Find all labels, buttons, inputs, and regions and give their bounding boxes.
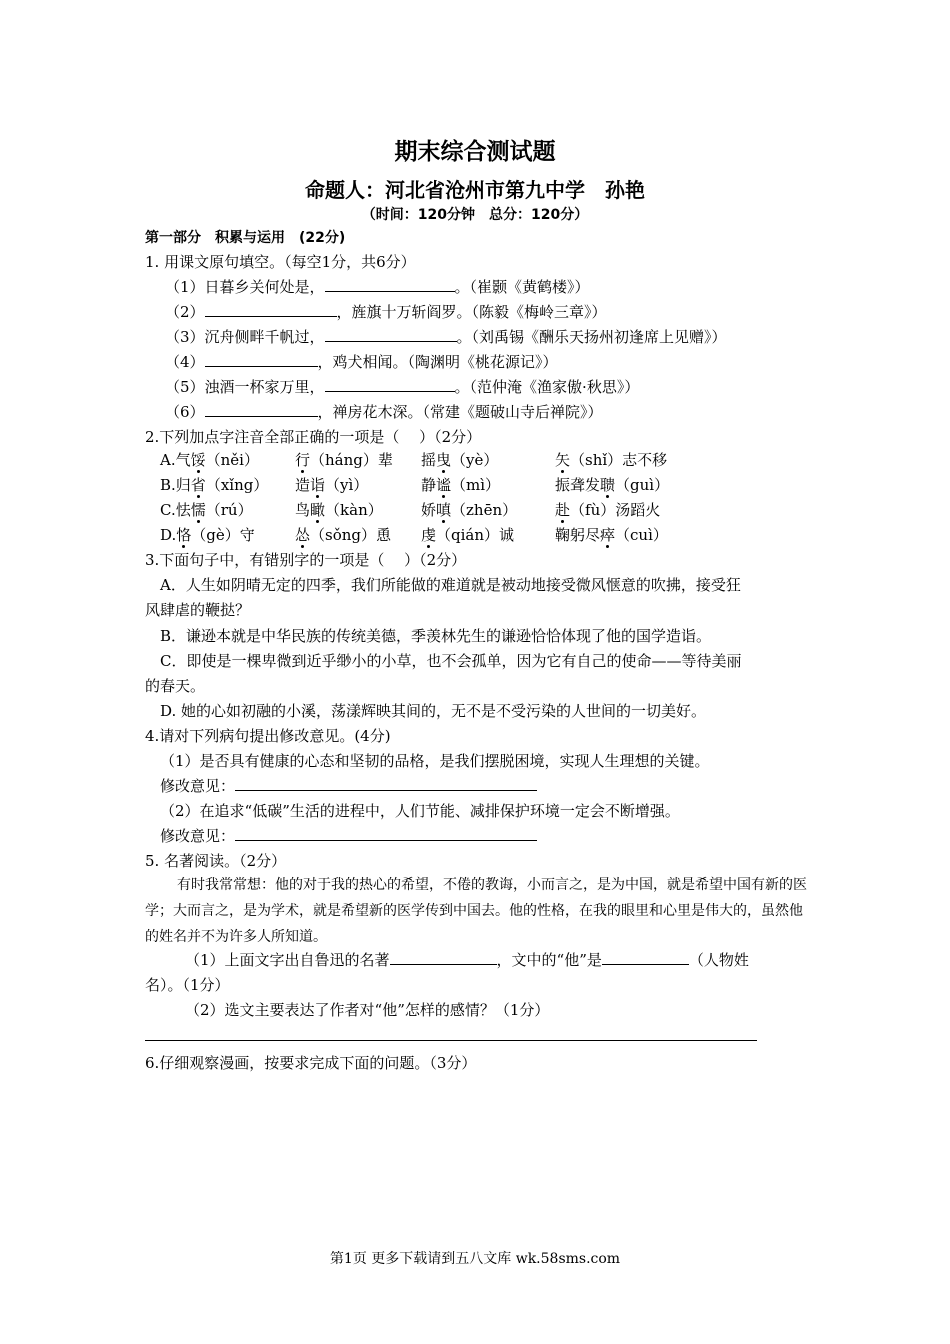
dotted-char: 虔 [421,526,437,544]
q3-option-c-cont: 的春天。 [145,677,206,695]
q2-d-3 [421,525,514,545]
q3-option-a-cont: 风肆虐的鞭挞？ [145,601,251,619]
pinyin: （fù）汤蹈火 [570,501,661,519]
q4-fix-2 [160,826,537,846]
q1-item-source: ，旌旗十万斩阎罗。（陈毅《梅岭三章》） [336,303,607,321]
q2-c-3 [421,500,517,520]
pinyin: （gè）守 [191,526,255,544]
q3-option-a: A．人生如阴晴无定的四季，我们所能做的难道就是被动地接受微风惬意的吹拂，接受狂 [160,576,741,594]
q2-a-3 [421,450,498,470]
q4-fix-1 [160,776,537,796]
option-text: 鸟 [295,501,311,519]
q2-b-2 [295,475,368,495]
exam-meta: （时间：120分钟 总分：120分） [361,207,589,223]
option-text: D. [160,526,177,544]
q1-item-source: ，禅房花木深。（常建《题破山寺后禅院》） [317,403,603,421]
pinyin: （sǒng）恿 [310,526,392,544]
q1-item-text: （6） [165,403,205,421]
q1-item-text: （1）日暮乡关何处是， [165,278,325,296]
q3-stem: 3.下面句子中，有错别字的一项是（ ）（2分） [145,551,467,569]
pinyin: （shǐ）志不移 [570,451,668,469]
q6-stem: 6.仔细观察漫画，按要求完成下面的问题。（3分） [145,1054,477,1072]
option-text: 造 [295,476,311,494]
q5-part-2: （2）选文主要表达了作者对“他”怎样的感情？（1分） [185,1001,550,1019]
q1-item-source: 。（崔颢《黄鹤楼》） [454,278,590,296]
pinyin: （rú） [205,501,253,519]
q5-text: ，文中的“他”是 [496,951,602,969]
q1-item-source: 。（刘禹锡《酬乐天扬州初逢席上见赠》） [456,328,727,346]
q3-option-c: C．即使是一棵卑微到近乎缈小的小草，也不会孤单，因为它有自己的使命——等待美丽 [160,652,742,670]
q2-b-1 [160,475,268,495]
option-text: 摇 [421,451,437,469]
dotted-char: 怂 [295,526,311,544]
q1-item-6 [165,402,603,422]
q1-stem: 1. 用课文原句填空。（每空1分，共6分） [145,253,416,271]
q5-quote: 有时我常常想：他的对于我的热心的希望，不倦的教诲，小而言之，是为中国，就是希望中国有新的医学；大而言之，是为学术，就是希望新的医学传到中国去。他的性格，在我的眼里和心里是伟大的，虽然他的姓名并不为许多人所知道。 [145,877,807,945]
answer-blank[interactable] [235,826,537,841]
dotted-char: 行 [295,451,311,469]
answer-blank[interactable] [325,277,455,292]
q5-part-1 [185,950,749,970]
q3-option-d: D. 她的心如初融的小溪，荡漾辉映其间的，无不是不受污染的人世间的一切美好。 [160,702,707,720]
option-text: A.气 [160,451,191,469]
dotted-char: 谧 [436,476,452,494]
answer-blank[interactable] [205,402,318,417]
q2-c-2 [295,500,383,520]
option-text: C.怯 [160,501,191,519]
q4-sentence-1: （1）是否具有健康的心态和坚韧的品格，是我们摆脱困境，实现人生理想的关键。 [160,752,710,770]
pinyin: （mì） [451,476,501,494]
q1-item-3 [165,327,727,347]
q5-text: （1）上面文字出自鲁迅的名著 [185,951,390,969]
option-text: 振聋发 [555,476,601,494]
q1-item-1 [165,277,590,297]
author-line: 命题人：河北省沧州市第九中学 孙艳 [305,178,645,202]
q2-stem: 2.下列加点字注音全部正确的一项是（ ）（2分） [145,428,482,446]
option-text: 鞠躬尽 [555,526,601,544]
answer-blank[interactable] [205,352,318,367]
answer-blank[interactable] [602,950,689,965]
option-text: B.归 [160,476,191,494]
pinyin: （zhēn） [451,501,518,519]
dotted-char: 懦 [190,501,206,519]
q1-item-5 [165,377,639,397]
answer-line[interactable] [145,1040,757,1041]
q5-stem: 5. 名著阅读。（2分） [145,852,287,870]
dotted-char: 诣 [310,476,326,494]
q4-sentence-2: （2）在追求“低碳”生活的进程中，人们节能、减排保护环境一定会不断增强。 [160,802,680,820]
pinyin: （yè） [451,451,499,469]
q5-part-1-cont: 名）。（1分） [145,976,230,994]
q2-b-4 [555,475,669,495]
answer-blank[interactable] [325,327,457,342]
q2-c-1 [160,500,253,520]
dotted-char: 聩 [600,476,616,494]
q1-item-text: （3）沉舟侧畔千帆过， [165,328,325,346]
answer-blank[interactable] [235,776,537,791]
dotted-char: 嗔 [436,501,452,519]
page-title: 期末综合测试题 [394,139,556,165]
dotted-char: 赴 [555,501,571,519]
part1-heading: 第一部分 积累与运用 (22分) [145,230,346,246]
q3-option-b: B．谦逊本就是中华民族的传统美德，季羡林先生的谦逊恰恰体现了他的国学造诣。 [160,627,712,645]
option-text: 静 [421,476,437,494]
pinyin: （xǐng） [205,476,269,494]
q2-a-4 [555,450,667,470]
fix-label: 修改意见： [160,777,236,795]
q5-text: （人物姓 [688,951,749,969]
pinyin: （qián）诚 [436,526,515,544]
answer-blank[interactable] [390,950,497,965]
option-text: 娇 [421,501,437,519]
q2-c-4 [555,500,660,520]
q1-item-2 [165,302,607,322]
q2-d-4 [555,525,668,545]
page-footer: 第1页 更多下载请到五八文库 wk.58sms.com [329,1251,621,1267]
dotted-char: 省 [190,476,206,494]
dotted-char: 瘁 [600,526,616,544]
pinyin: （cuì） [615,526,668,544]
q1-item-text: （4） [165,353,205,371]
q2-a-1 [160,450,259,470]
pinyin: （něi） [205,451,259,469]
q2-a-2 [295,450,393,470]
pinyin: （kàn） [325,501,383,519]
q4-stem: 4.请对下列病句提出修改意见。(4分) [145,727,391,745]
q2-d-1 [160,525,255,545]
pinyin: （háng）辈 [310,451,393,469]
dotted-char: 馁 [190,451,206,469]
answer-blank[interactable] [205,302,337,317]
fix-label: 修改意见： [160,827,236,845]
dotted-char: 瞰 [310,501,326,519]
q1-item-text: （5）浊酒一杯家万里， [165,378,325,396]
pinyin: （yì） [325,476,369,494]
answer-blank[interactable] [325,377,455,392]
pinyin: （guì） [615,476,670,494]
q1-item-source: 。（范仲淹《渔家傲·秋思》） [454,378,640,396]
dotted-char: 曳 [436,451,452,469]
dotted-char: 恪 [176,526,192,544]
q1-item-4 [165,352,558,372]
q2-d-2 [295,525,391,545]
dotted-char: 矢 [555,451,571,469]
q1-item-text: （2） [165,303,205,321]
q2-b-3 [421,475,500,495]
q1-item-source: ，鸡犬相闻。（陶渊明《桃花源记》） [317,353,558,371]
